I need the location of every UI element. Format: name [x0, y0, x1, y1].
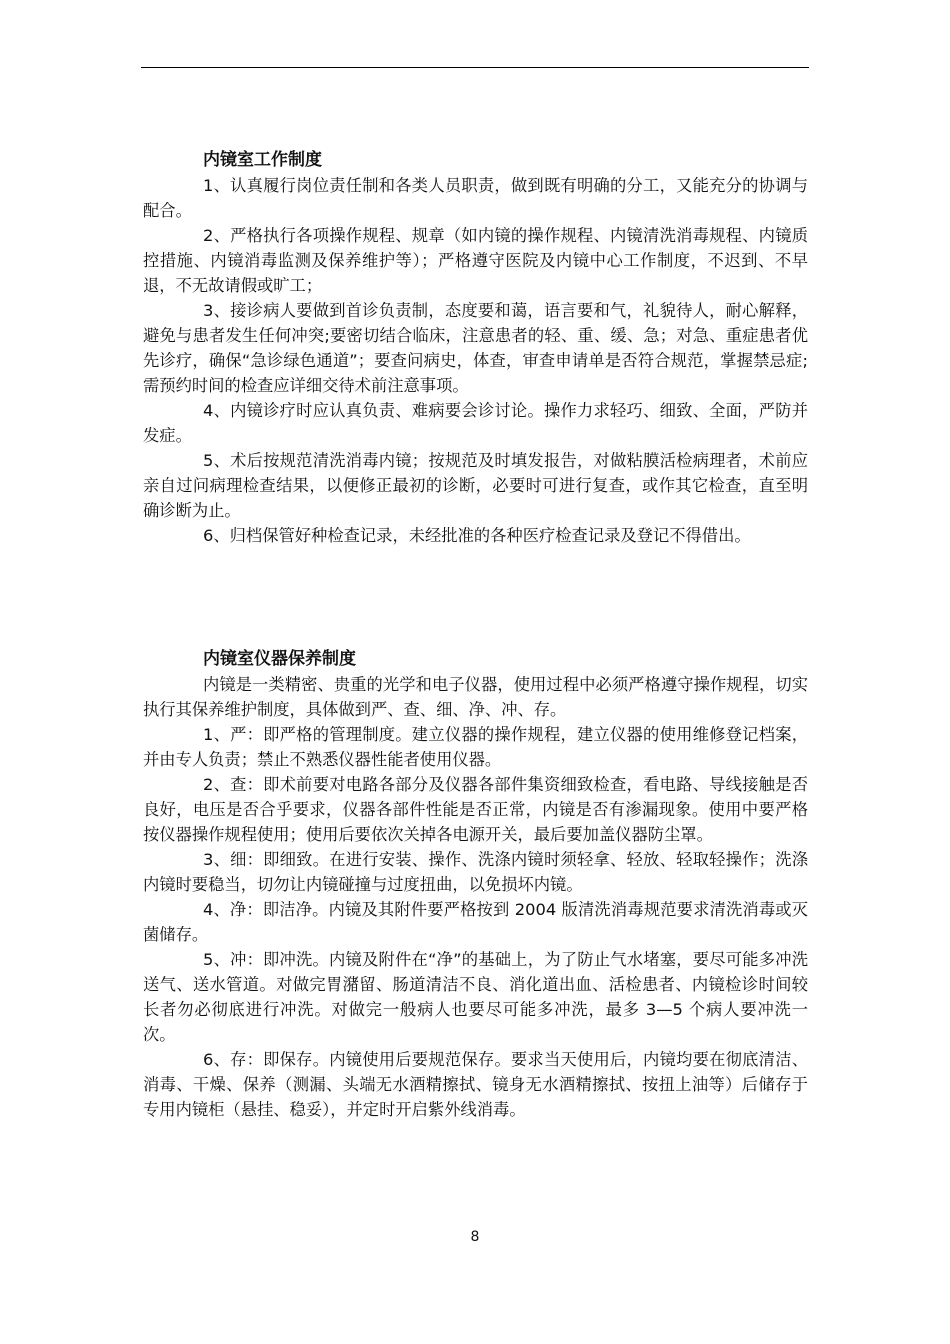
paragraph: 5、术后按规范清洗消毒内镜；按规范及时填发报告，对做粘膜活检病理者，术前应亲自过问病理检查结果，以便修正最初的诊断，必要时可进行复查，或作其它检查，直至明确诊断为止。: [143, 451, 808, 520]
paragraph: 内镜是一类精密、贵重的光学和电子仪器，使用过程中必须严格遵守操作规程，切实执行其保养维护制度，具体做到严、查、细、净、冲、存。: [143, 675, 808, 719]
document-body: [143, 148, 808, 1122]
section-maintenance-rules: [143, 647, 808, 1122]
section-spacer: [143, 548, 808, 647]
section-title: 内镜室工作制度: [203, 150, 322, 170]
paragraph: 4、净：即洁净。内镜及其附件要严格按到 2004 版清洗消毒规范要求清洗消毒或灭菌储存。: [143, 900, 808, 944]
paragraph: 6、归档保管好种检查记录，未经批准的各种医疗检查记录及登记不得借出。: [203, 526, 751, 545]
paragraph: 3、接诊病人要做到首诊负责制，态度要和蔼，语言要和气，礼貌待人，耐心解释，避免与患者发生任何冲突;要密切结合临床，注意患者的轻、重、缓、急；对急、重症患者优先诊疗，确保“急诊绿色通道”；要查问病史，体查，审查申请单是否符合规范，掌握禁忌症;需预约时间的检查应详细交待术前注意事项。: [143, 301, 808, 395]
paragraph: 1、严：即严格的管理制度。建立仪器的操作规程，建立仪器的使用维修登记档案，并由专人负责；禁止不熟悉仪器性能者使用仪器。: [143, 725, 808, 769]
paragraph: 1、认真履行岗位责任制和各类人员职责，做到既有明确的分工，又能充分的协调与配合。: [143, 176, 808, 220]
section-title: 内镜室仪器保养制度: [203, 649, 356, 669]
paragraph: 2、查：即术前要对电路各部分及仪器各部件集资细致检查，看电路、导线接触是否良好，电压是否合乎要求，仪器各部件性能是否正常，内镜是否有渗漏现象。使用中要严格按仪器操作规程使用；使用后要依次关掉各电源开关，最后要加盖仪器防尘罩。: [143, 775, 808, 844]
section-work-rules: [143, 148, 808, 548]
paragraph: 6、存：即保存。内镜使用后要规范保存。要求当天使用后，内镜均要在彻底清洁、消毒、干燥、保养（测漏、头端无水酒精擦拭、镜身无水酒精擦拭、按扭上油等）后储存于专用内镜柜（悬挂、稳妥），并定时开启紫外线消毒。: [143, 1050, 808, 1119]
paragraph: 4、内镜诊疗时应认真负责、难病要会诊讨论。操作力求轻巧、细致、全面，严防并发症。: [143, 401, 808, 445]
page-number: 8: [470, 1229, 480, 1245]
paragraph: 2、严格执行各项操作规程、规章（如内镜的操作规程、内镜清洗消毒规程、内镜质控措施、内镜消毒监测及保养维护等）；严格遵守医院及内镜中心工作制度，不迟到、不早退，不无故请假或旷工；: [143, 226, 808, 295]
paragraph: 3、细：即细致。在进行安装、操作、洗涤内镜时须轻拿、轻放、轻取轻操作；洗涤内镜时要稳当，切勿让内镜碰撞与过度扭曲，以免损坏内镜。: [143, 850, 808, 894]
header-rule: [141, 67, 809, 68]
paragraph: 5、冲：即冲洗。内镜及附件在“净”的基础上，为了防止气水堵塞，要尽可能多冲洗送气、送水管道。对做完胃潴留、肠道清洁不良、消化道出血、活检患者、内镜检诊时间较长者勿必彻底进行冲洗。对做完一般病人也要尽可能多冲洗，最多 3—5 个病人要冲洗一次。: [143, 950, 808, 1044]
